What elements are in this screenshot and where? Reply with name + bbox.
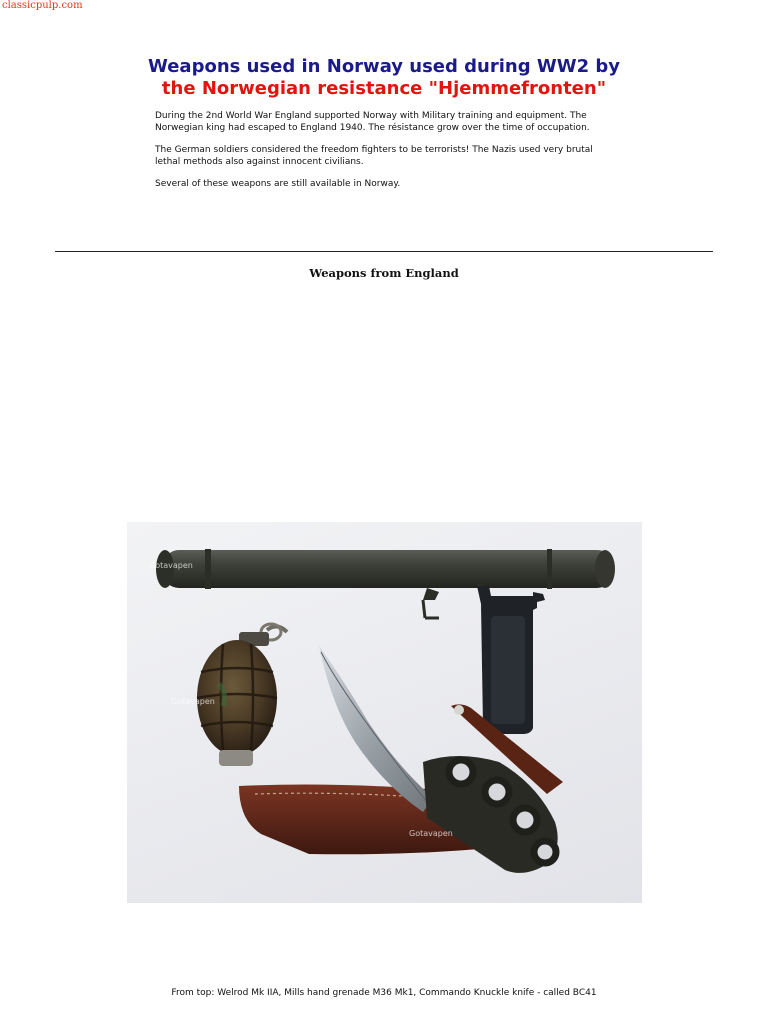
intro-paragraph: The German soldiers considered the freedom fighters to be terrorists! The Nazis used very brutal lethal methods also against innocent civilians. — [155, 145, 593, 167]
watermark: Gotavapen — [149, 561, 193, 570]
intro-text — [155, 111, 615, 202]
page-title-line-1: Weapons used in Norway used during WW2 by — [148, 56, 620, 77]
page-title-line-2: the Norwegian resistance "Hjemmefronten" — [161, 78, 607, 99]
weapons-photo — [127, 522, 642, 903]
mills-grenade — [197, 624, 287, 766]
site-link[interactable]: classicpulp.com — [2, 0, 83, 11]
intro-paragraph: During the 2nd World War England supported Norway with Military training and equipment. The Norwegian king had escaped to England 1940. The résistance grow over the time of occupation. — [155, 111, 590, 133]
intro-paragraph: Several of these weapons are still available in Norway. — [155, 179, 401, 189]
watermark: Gotavapen — [409, 829, 453, 838]
section-divider — [55, 251, 713, 252]
watermark: Gotavapen — [171, 697, 215, 706]
photo-caption: From top: Welrod Mk IIA, Mills hand grenade M36 Mk1, Commando Knuckle knife - called BC41 — [171, 988, 597, 998]
section-heading: Weapons from England — [309, 266, 459, 280]
